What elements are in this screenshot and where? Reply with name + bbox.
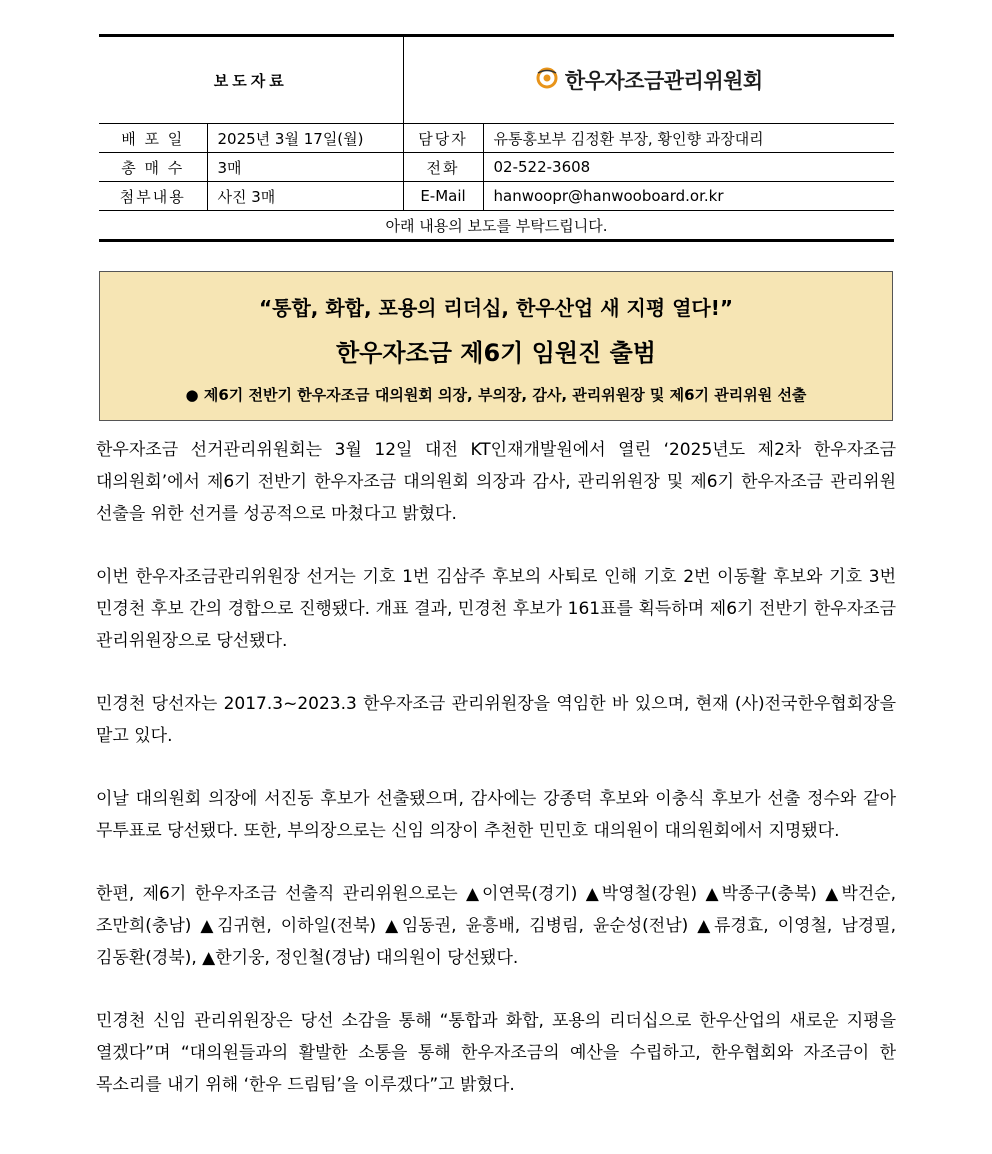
headline-quote: “통합, 화합, 포용의 리더십, 한우산업 새 지평 열다!” xyxy=(258,296,734,320)
body-paragraph: 한편, 제6기 한우자조금 선출직 관리위원으로는 ▲이연묵(경기) ▲박영철(강원) ▲박종구(충북) ▲박건순, 조만희(충남) ▲김귀현, 이하일(전북) ▲임동권, 윤흥배, 김병림, 윤순성(전남) ▲류경효, 이영철, 남경필, 김동환(경북), ▲한기웅, 정인철(경남) 대의원이 당선됐다. xyxy=(96,884,896,968)
organization-logo xyxy=(403,36,894,124)
hanwoo-logo-icon xyxy=(535,66,559,94)
document-title: 보도자료 xyxy=(99,36,403,124)
page-count-value: 3매 xyxy=(207,153,403,182)
email-label: E-Mail xyxy=(403,182,483,211)
headline-sub: ● 제6기 전반기 한우자조금 대의원회 의장, 부의장, 감사, 관리위원장 및 제6기 관리위원 선출 xyxy=(185,386,807,404)
page-count-label: 총 매 수 xyxy=(99,153,207,182)
body-paragraph: 민경천 신임 관리위원장은 당선 소감을 통해 “통합과 화합, 포용의 리더십으로 한우산업의 새로운 지평을 열겠다”며 “대의원들과의 활발한 소통을 통해 한우자조금의 예산을 수립하고, 한우협회와 자조금이 한 목소리를 내기 위해 ‘한우 드림팀’을 이루겠다”고 밝혔다. xyxy=(96,1011,896,1095)
body-paragraph: 이번 한우자조금관리위원장 선거는 기호 1번 김삼주 후보의 사퇴로 인해 기호 2번 이동활 후보와 기호 3번 민경천 후보 간의 경합으로 진행됐다. 개표 결과, 민경천 후보가 161표를 획득하며 제6기 전반기 한우자조금 관리위원장으로 당선됐다. xyxy=(96,567,896,651)
article-body xyxy=(96,434,896,1132)
body-paragraph: 한우자조금 선거관리위원회는 3월 12일 대전 KT인재개발원에서 열린 ‘2025년도 제2차 한우자조금 대의원회’에서 제6기 전반기 한우자조금 대의원회 의장과 감사, 관리위원장 및 제6기 한우자조금 관리위원 선출을 위한 선거를 성공적으로 마쳤다고 밝혔다. xyxy=(96,440,896,524)
contact-label: 담당자 xyxy=(403,124,483,153)
contact-value: 유통홍보부 김정환 부장, 황인향 과장대리 xyxy=(483,124,894,153)
phone-value: 02-522-3608 xyxy=(483,153,894,182)
distribution-date-value: 2025년 3월 17일(월) xyxy=(207,124,403,153)
attachment-label: 첨부내용 xyxy=(99,182,207,211)
press-release-header-table xyxy=(99,34,894,242)
distribution-date-label: 배 포 일 xyxy=(99,124,207,153)
attachment-value: 사진 3매 xyxy=(207,182,403,211)
headline-box xyxy=(99,271,893,421)
email-value[interactable]: hanwoopr@hanwooboard.or.kr xyxy=(483,182,894,211)
phone-label: 전화 xyxy=(403,153,483,182)
request-notice: 아래 내용의 보도를 부탁드립니다. xyxy=(99,211,894,241)
body-paragraph: 이날 대의원회 의장에 서진동 후보가 선출됐으며, 감사에는 강종덕 후보와 이충식 후보가 선출 정수와 같아 무투표로 당선됐다. 또한, 부의장으로는 신임 의장이 추천한 민민호 대의원이 대의원회에서 지명됐다. xyxy=(96,789,896,841)
body-paragraph: 민경천 당선자는 2017.3~2023.3 한우자조금 관리위원장을 역임한 바 있으며, 현재 (사)전국한우협회장을 맡고 있다. xyxy=(96,694,896,746)
logo-text: 한우자조금관리위원회 xyxy=(564,69,763,93)
headline-main: 한우자조금 제6기 임원진 출범 xyxy=(336,339,656,367)
